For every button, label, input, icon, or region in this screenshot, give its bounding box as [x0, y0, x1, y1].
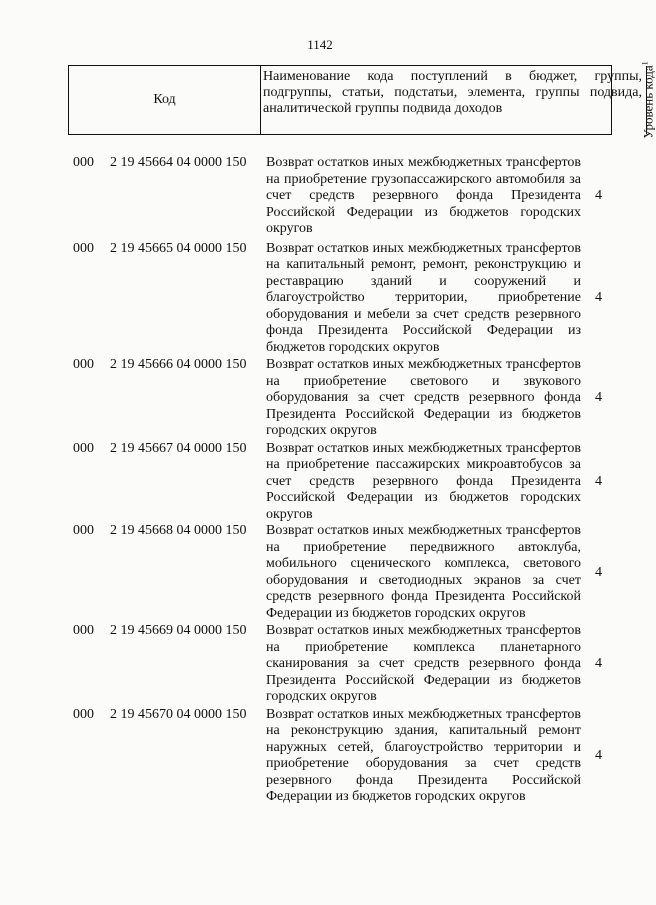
row-level: 4 [595, 656, 602, 672]
row-prefix: 000 [73, 523, 94, 538]
row-prefix: 000 [73, 706, 94, 722]
header-code-label: Код [153, 92, 176, 107]
row-code: 2 19 45670 04 0000 150 [110, 706, 247, 722]
row-description: Возврат остатков иных межбюджетных трансфертов на приобретение грузопассажирского автомобиля за счет средств резервного фонда Президента Российской Федерации из бюджетов городских округов [266, 155, 581, 236]
row-prefix: 000 [73, 155, 94, 170]
row-level: 4 [595, 564, 602, 580]
row-code: 2 19 45668 04 0000 150 [110, 523, 247, 538]
header-name: Наименование кода поступлений в бюджет, группы, подгруппы, статьи, подстатьи, элемента, группы подвида, аналитической группы подвида доходов [261, 66, 647, 134]
table-row [70, 441, 610, 524]
header-code [69, 66, 261, 134]
table-row [70, 357, 610, 440]
table-row [70, 241, 610, 357]
page-number: 1142 [307, 37, 333, 52]
table-row [70, 523, 610, 622]
row-description: Возврат остатков иных межбюджетных трансфертов на приобретение передвижного автоклуба, мобильного сценического комплекса, светового оборудования и светодиодных экранов за счет средств резервного фонда Президента Российской Федерации из бюджетов городских округов [266, 523, 581, 621]
row-description: Возврат остатков иных межбюджетных трансфертов на приобретение пассажирских микроавтобусов за счет средств резервного фонда Президента Российской Федерации из бюджетов городских округов [266, 440, 581, 522]
row-prefix: 000 [73, 240, 94, 256]
row-description: Возврат остатков иных межбюджетных трансфертов на приобретение светового и звукового оборудования за счет средств резервного фонда Президента Российской Федерации из бюджетов городских округов [266, 357, 581, 438]
row-level: 4 [595, 748, 602, 763]
table-body [70, 155, 610, 806]
row-level: 4 [595, 290, 602, 306]
table-row [70, 623, 610, 706]
row-code: 2 19 45666 04 0000 150 [110, 357, 247, 372]
row-code: 2 19 45667 04 0000 150 [110, 440, 247, 456]
row-code: 2 19 45665 04 0000 150 [110, 240, 247, 256]
row-description: Возврат остатков иных межбюджетных трансфертов на капитальный ремонт, ремонт, реконструкцию и реставрацию зданий и сооружений и благоустройство территории, приобретение оборудования и мебели за счет средств резервного фонда Президента Российской Федерации из бюджетов городских округов [266, 240, 581, 355]
header-level-footnote: 1 [640, 61, 650, 66]
row-level: 4 [595, 473, 602, 489]
header-level-label [638, 61, 655, 138]
row-description: Возврат остатков иных межбюджетных трансфертов на приобретение комплекса планетарного сканирования за счет средств резервного фонда Президента Российской Федерации из бюджетов городских округов [266, 623, 581, 704]
row-code: 2 19 45669 04 0000 150 [110, 623, 247, 638]
header-level-text: Уровень кода [640, 65, 656, 139]
row-prefix: 000 [73, 440, 94, 456]
row-prefix: 000 [73, 623, 94, 638]
table-row [70, 155, 610, 238]
row-description: Возврат остатков иных межбюджетных трансфертов на реконструкцию здания, капитальный ремонт наружных сетей, благоустройство территории и приобретение оборудования за счет средств резервного фонда Президента Российской Федерации из бюджетов городских округов [266, 706, 581, 804]
row-level: 4 [595, 390, 602, 406]
table-row [70, 707, 610, 806]
row-prefix: 000 [73, 357, 94, 372]
row-level: 4 [595, 188, 602, 204]
row-code: 2 19 45664 04 0000 150 [110, 155, 247, 170]
table-header [68, 61, 656, 139]
